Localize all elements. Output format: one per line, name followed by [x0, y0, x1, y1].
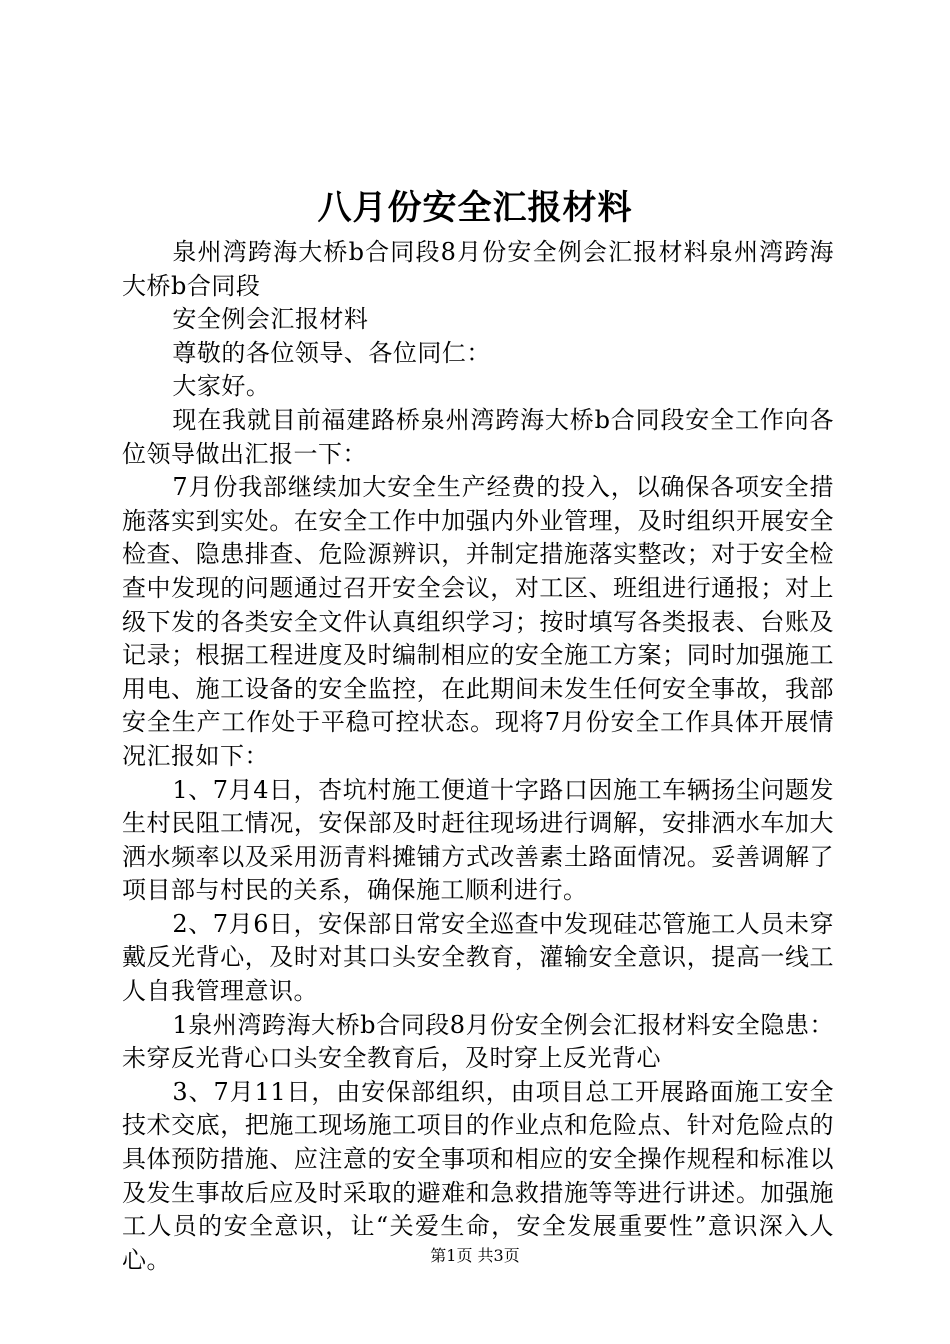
paragraph: 尊敬的各位领导、各位同仁： [172, 338, 491, 367]
paragraph: 安全例会汇报材料 [172, 305, 369, 334]
paragraph: 2、7月6日，安保部日常安全巡查中发现硅芯管施工人员未穿戴反光背心，及时对其口头安全教育，灌输安全意识，提高一线工人自我管理意识。 [122, 909, 834, 1006]
document-body [122, 236, 834, 1277]
document-title: 八月份安全汇报材料 [317, 188, 633, 228]
paragraph: 1、7月4日，杏坑村施工便道十字路口因施工车辆扬尘问题发生村民阻工情况，安保部及时赶往现场进行调解，安排洒水车加大洒水频率以及采用沥青料摊铺方式改善素土路面情况。妥善调解了项目部与村民的关系，确保施工顺利进行。 [122, 775, 834, 905]
paragraph: 泉州湾跨海大桥b合同段8月份安全例会汇报材料泉州湾跨海大桥b合同段 [122, 238, 834, 300]
paragraph: 7月份我部继续加大安全生产经费的投入，以确保各项安全措施落实到实处。在安全工作中加强内外业管理，及时组织开展安全检查、隐患排查、危险源辨识，并制定措施落实整改；对于安全检查中发现的问题通过召开安全会议，对工区、班组进行通报；对上级下发的各类安全文件认真组织学习；按时填写各类报表、台账及记录；根据工程进度及时编制相应的安全施工方案；同时加强施工用电、施工设备的安全监控，在此期间未发生任何安全事故，我部安全生产工作处于平稳可控状态。现将7月份安全工作具体开展情况汇报如下： [122, 473, 834, 770]
page-number-footer: 第1页 共3页 [430, 1246, 520, 1265]
paragraph: 现在我就目前福建路桥泉州湾跨海大桥b合同段安全工作向各位领导做出汇报一下： [122, 405, 834, 468]
paragraph: 3、7月11日，由安保部组织，由项目总工开展路面施工安全技术交底，把施工现场施工项目的作业点和危险点、针对危险点的具体预防措施、应注意的安全事项和相应的安全操作规程和标准以及发生事故后应及时采取的避难和急救措施等等进行讲述。加强施工人员的安全意识，让“关爱生命，安全发展重要性”意识深入人心。 [122, 1077, 834, 1274]
paragraph: 1泉州湾跨海大桥b合同段8月份安全例会汇报材料安全隐患：未穿反光背心口头安全教育后，及时穿上反光背心 [122, 1010, 834, 1073]
paragraph: 大家好。 [172, 372, 271, 401]
